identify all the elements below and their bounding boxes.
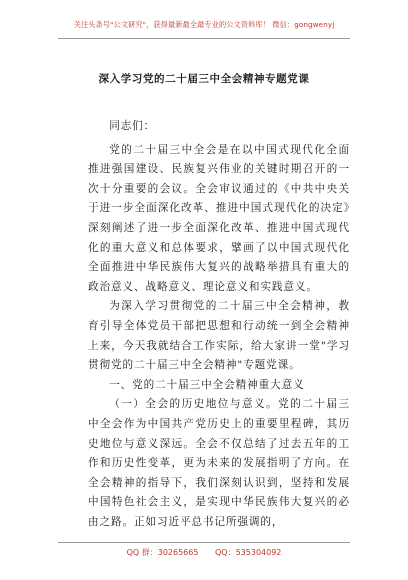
body-paragraph: 为深入学习贯彻党的二十届三中全会精神，教育引导全体党员干部把思想和行动统一到全会精神上来，今天我就结合工作实际，给大家讲一堂"学习贯彻党的二十届三中全会精神"专题党课。 [88,300,350,372]
footer-qq-group: QQ 群：30265665 [126,548,199,557]
footer-divider [58,542,350,543]
header-divider [58,38,350,39]
header-banner: 关注头条号"公文研究"，获得最新最全最专业的公文资料库！ 微信：gongwenyj [73,20,335,29]
document-title: 深入学习党的二十届三中全会精神专题党课 [98,73,310,85]
body-paragraph: （一）全会的历史地位与意义。党的二十届三中全会作为中国共产党历史上的重要里程碑，其历史地位与意义深远。全会不仅总结了过去五年的工作和历史性变革，更为未来的发展指明了方向。在全会精神的指导下，我们深刻认识到，坚持和发展中国特色社会主义，是实现中华民族伟大复兴的必由之路。正如习近平总书记所强调的， [88,398,350,528]
body-paragraph: 党的二十届三中全会是在以中国式现代化全面推进强国建设、民族复兴伟业的关键时期召开的一次十分重要的会议。全会审议通过的《中共中央关于进一步全面深化改革、推进中国式现代化的决定》深刻阐述了进一步全面深化改革、推进中国式现代化的重大意义和总体要求，擘画了以中国式现代化全面推进中华民族伟大复兴的战略举措具有重大的政治意义、战略意义、理论意义和实践意义。 [88,143,350,293]
footer-qq: QQ：535304092 [215,548,282,557]
section-heading: 一、党的二十届三中全会精神重大意义 [109,378,305,391]
footer [0,547,408,558]
document-body [88,117,350,532]
salutation: 同志们： [109,120,156,132]
